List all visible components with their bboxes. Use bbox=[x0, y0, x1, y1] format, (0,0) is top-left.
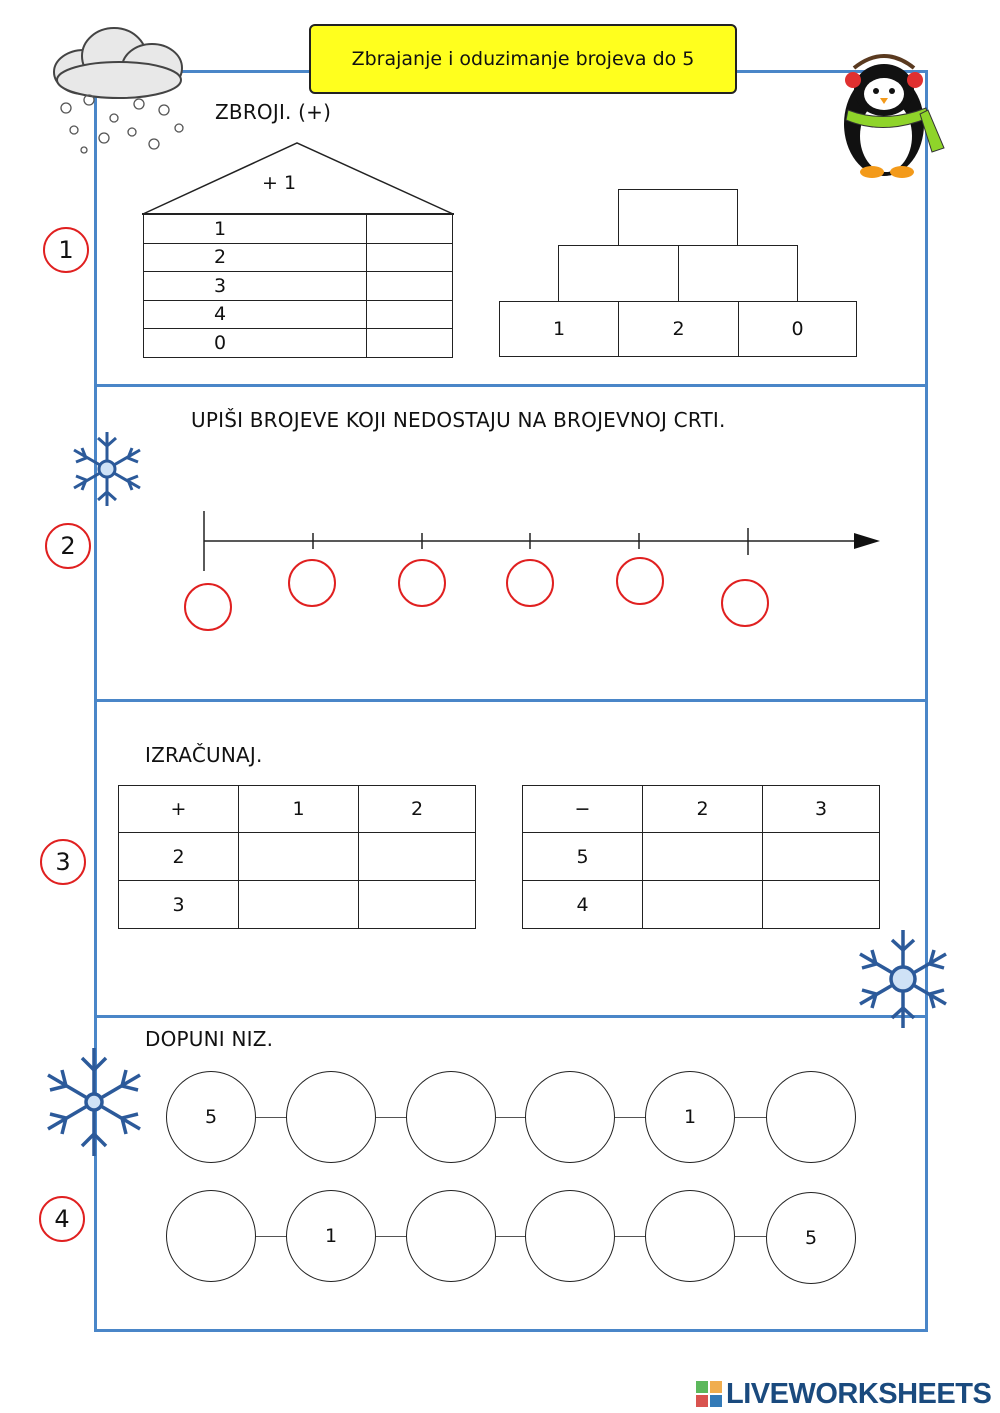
answer-input[interactable] bbox=[239, 846, 358, 868]
sequence-connector bbox=[496, 1236, 526, 1237]
sequence-connector bbox=[256, 1236, 287, 1237]
section-number: 3 bbox=[40, 839, 86, 885]
answer-input[interactable] bbox=[763, 846, 879, 868]
sequence-circle[interactable] bbox=[525, 1190, 615, 1282]
answer-input[interactable] bbox=[763, 894, 879, 916]
number-line-blank[interactable] bbox=[184, 583, 232, 631]
snowflake-icon bbox=[854, 926, 952, 1032]
sequence-circle[interactable] bbox=[166, 1190, 256, 1282]
answer-input[interactable] bbox=[359, 894, 475, 916]
sequence-circle: 1 bbox=[645, 1071, 735, 1163]
number-line-blank[interactable] bbox=[506, 559, 554, 607]
sequence-circle: 1 bbox=[286, 1190, 376, 1282]
sequence-circle: 5 bbox=[166, 1071, 256, 1163]
house-row-number: 3 bbox=[144, 272, 367, 301]
number-line-blank[interactable] bbox=[721, 579, 769, 627]
house-roof bbox=[142, 141, 454, 216]
answer-input[interactable] bbox=[367, 332, 452, 354]
worksheet-title: Zbrajanje i oduzimanje brojeva do 5 bbox=[309, 24, 737, 94]
sequence-circle[interactable] bbox=[766, 1071, 856, 1163]
house-row-number: 1 bbox=[144, 215, 367, 244]
section2-instruction: UPIŠI BROJEVE KOJI NEDOSTAJU NA BROJEVNOJ CRTI. bbox=[191, 408, 726, 432]
section-divider bbox=[94, 699, 928, 702]
sequence-connector bbox=[256, 1117, 287, 1118]
operation-sign: + bbox=[119, 786, 239, 833]
snow-cloud-icon bbox=[44, 20, 189, 160]
addition-table bbox=[118, 785, 476, 929]
column-header: 2 bbox=[643, 786, 763, 833]
answer-input[interactable] bbox=[239, 894, 358, 916]
sequence-connector bbox=[376, 1236, 406, 1237]
answer-input[interactable] bbox=[619, 190, 737, 245]
sequence-connector bbox=[735, 1236, 766, 1237]
answer-input[interactable] bbox=[367, 246, 452, 268]
section-divider bbox=[94, 1015, 928, 1018]
number-line-blank[interactable] bbox=[616, 557, 664, 605]
house-row-number: 4 bbox=[144, 300, 367, 329]
house-table bbox=[143, 214, 453, 358]
sequence-connector bbox=[615, 1236, 646, 1237]
section-divider bbox=[94, 384, 928, 387]
sequence-circle[interactable] bbox=[525, 1071, 615, 1163]
column-header: 1 bbox=[239, 786, 359, 833]
section-number: 2 bbox=[45, 523, 91, 569]
answer-input[interactable] bbox=[359, 846, 475, 868]
pyramid-base-box: 0 bbox=[738, 301, 857, 357]
pyramid-base-box: 2 bbox=[618, 301, 739, 357]
sequence-connector bbox=[615, 1117, 646, 1118]
row-header: 3 bbox=[119, 881, 239, 929]
snowflake-icon bbox=[68, 428, 146, 510]
answer-input[interactable] bbox=[367, 218, 452, 240]
operation-sign: − bbox=[523, 786, 643, 833]
pyramid-top-box[interactable] bbox=[618, 189, 738, 246]
sequence-circle[interactable] bbox=[286, 1071, 376, 1163]
column-header: 3 bbox=[763, 786, 880, 833]
house-row-number: 0 bbox=[144, 329, 367, 358]
sequence-circle: 5 bbox=[766, 1192, 856, 1284]
section4-instruction: DOPUNI NIZ. bbox=[145, 1027, 274, 1051]
sequence-connector bbox=[376, 1117, 406, 1118]
section-number: 4 bbox=[39, 1196, 85, 1242]
row-header: 2 bbox=[119, 833, 239, 881]
row-header: 4 bbox=[523, 881, 643, 929]
pyramid-base-box: 1 bbox=[499, 301, 619, 357]
sequence-connector bbox=[496, 1117, 526, 1118]
subtraction-table bbox=[522, 785, 880, 929]
answer-input[interactable] bbox=[367, 275, 452, 297]
section1-instruction: ZBROJI. (+) bbox=[215, 100, 332, 124]
snowflake-icon bbox=[44, 1044, 144, 1160]
liveworksheets-logo-icon bbox=[696, 1381, 724, 1407]
house-row-number: 2 bbox=[144, 243, 367, 272]
number-line-blank[interactable] bbox=[288, 559, 336, 607]
section-number: 1 bbox=[43, 227, 89, 273]
column-header: 2 bbox=[359, 786, 476, 833]
house-operation: + 1 bbox=[262, 172, 297, 194]
liveworksheets-brand[interactable]: LIVEWORKSHEETS bbox=[726, 1378, 992, 1410]
row-header: 5 bbox=[523, 833, 643, 881]
answer-input[interactable] bbox=[679, 246, 797, 301]
pyramid-middle-box[interactable] bbox=[558, 245, 679, 302]
penguin-icon bbox=[828, 44, 956, 184]
pyramid-middle-box[interactable] bbox=[678, 245, 798, 302]
number-line-blank[interactable] bbox=[398, 559, 446, 607]
section3-instruction: IZRAČUNAJ. bbox=[145, 743, 263, 767]
answer-input[interactable] bbox=[559, 246, 678, 301]
sequence-circle[interactable] bbox=[645, 1190, 735, 1282]
answer-input[interactable] bbox=[367, 303, 452, 325]
sequence-connector bbox=[735, 1117, 766, 1118]
answer-input[interactable] bbox=[643, 846, 762, 868]
sequence-circle[interactable] bbox=[406, 1071, 496, 1163]
sequence-circle[interactable] bbox=[406, 1190, 496, 1282]
answer-input[interactable] bbox=[643, 894, 762, 916]
